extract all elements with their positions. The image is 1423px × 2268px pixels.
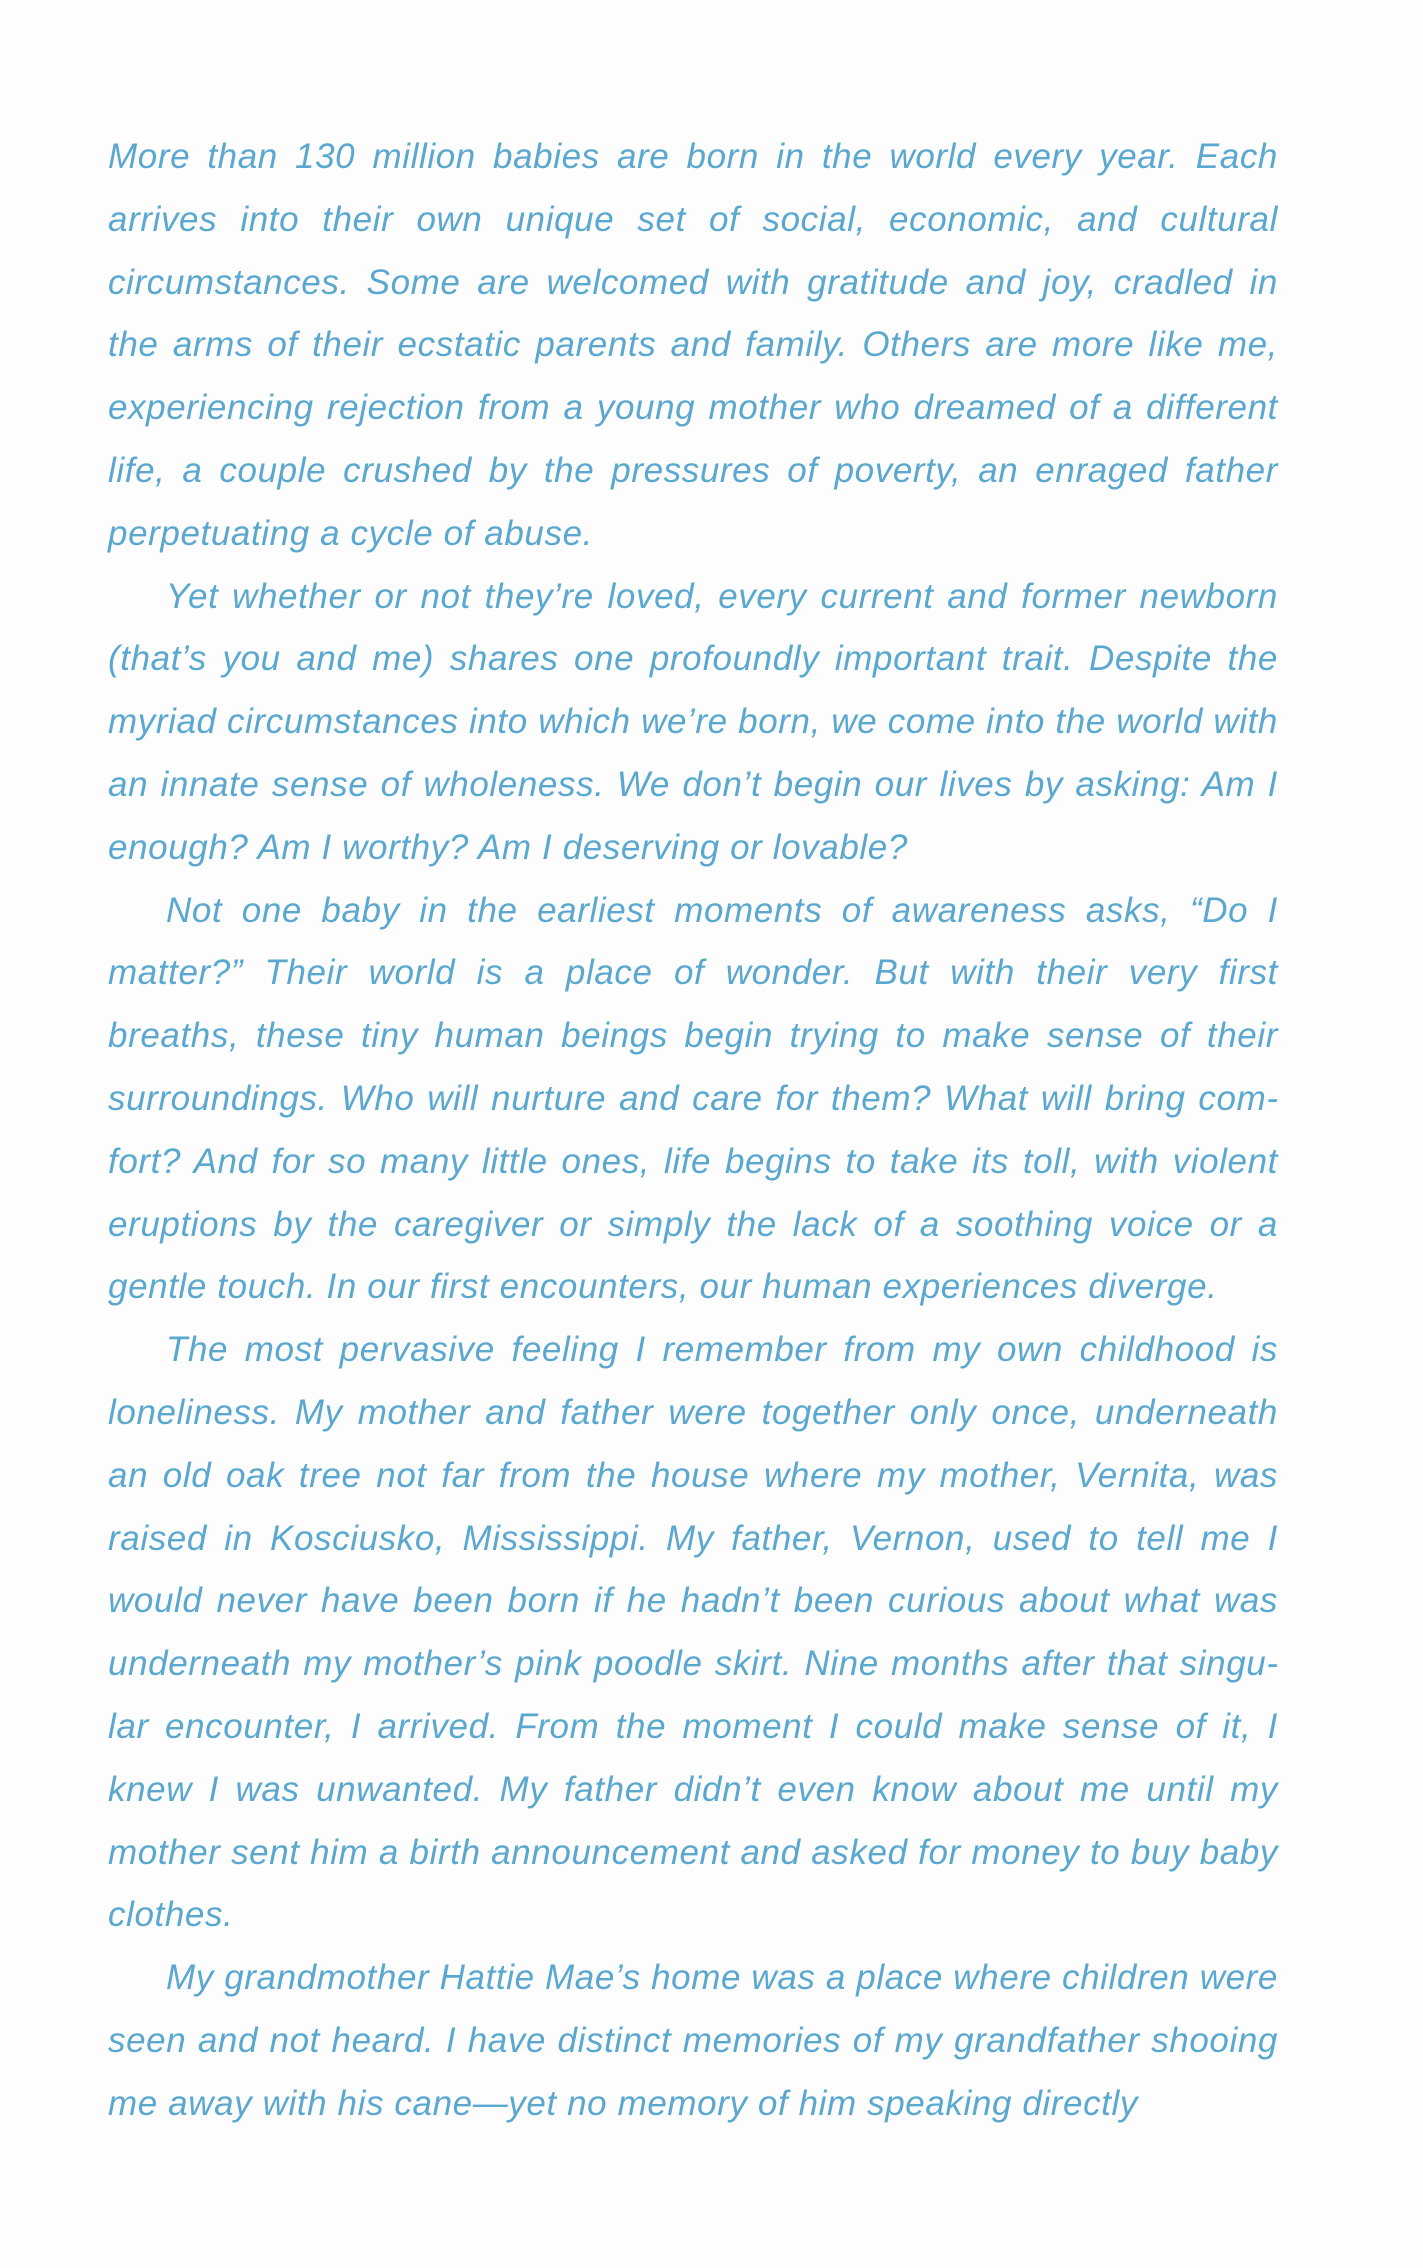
paragraph-3: Not one baby in the earliest moments of awareness asks, “Do I matter?” Their world is a place of wonder. But with their very first breaths, these tiny human beings begin trying to make sense of their surroundings. Who will nurture and care for them? What will bring comfort? And for so many little ones, life begins to take its toll, with violent eruptions by the caregiver or simply the lack of a soothing voice or a gentle touch. In our first encounters, our human experiences diverge. — [108, 890, 1278, 1307]
body-text — [108, 126, 1278, 2136]
paragraph-5: My grandmother Hattie Mae’s home was a place where children were seen and not heard. I have distinct memories of my grandfather shooing me away with his cane—yet no memory of him speaking directly — [108, 1958, 1278, 2123]
paragraph-4: The most pervasive feeling I remember from my own childhood is loneliness. My mother and father were together only once, underneath an old oak tree not far from the house where my mother, Vernita, was raised in Kosciusko, Mississippi. My father, Vernon, used to tell me I would never have been born if he hadn’t been curious about what was underneath my mother’s pink poodle skirt. Nine months after that singular encounter, I arrived. From the moment I could make sense of it, I knew I was unwanted. My father didn’t even know about me until my mother sent him a birth announcement and asked for money to buy baby clothes. — [108, 1330, 1278, 1935]
paragraph-1: More than 130 million babies are born in the world every year. Each arrives into their own unique set of social, economic, and cultural circumstances. Some are welcomed with gratitude and joy, cradled in the arms of their ecstatic parents and family. Others are more like me, experiencing rejection from a young mother who dreamed of a different life, a couple crushed by the pressures of poverty, an enraged father perpetuating a cycle of abuse. — [108, 137, 1278, 553]
paragraph-2: Yet whether or not they’re loved, every current and former newborn (that’s you and me) shares one profoundly important trait. Despite the myriad circumstances into which we’re born, we come into the world with an innate sense of wholeness. We don’t begin our lives by asking: Am I enough? Am I worthy? Am I deserving or lovable? — [108, 576, 1278, 867]
